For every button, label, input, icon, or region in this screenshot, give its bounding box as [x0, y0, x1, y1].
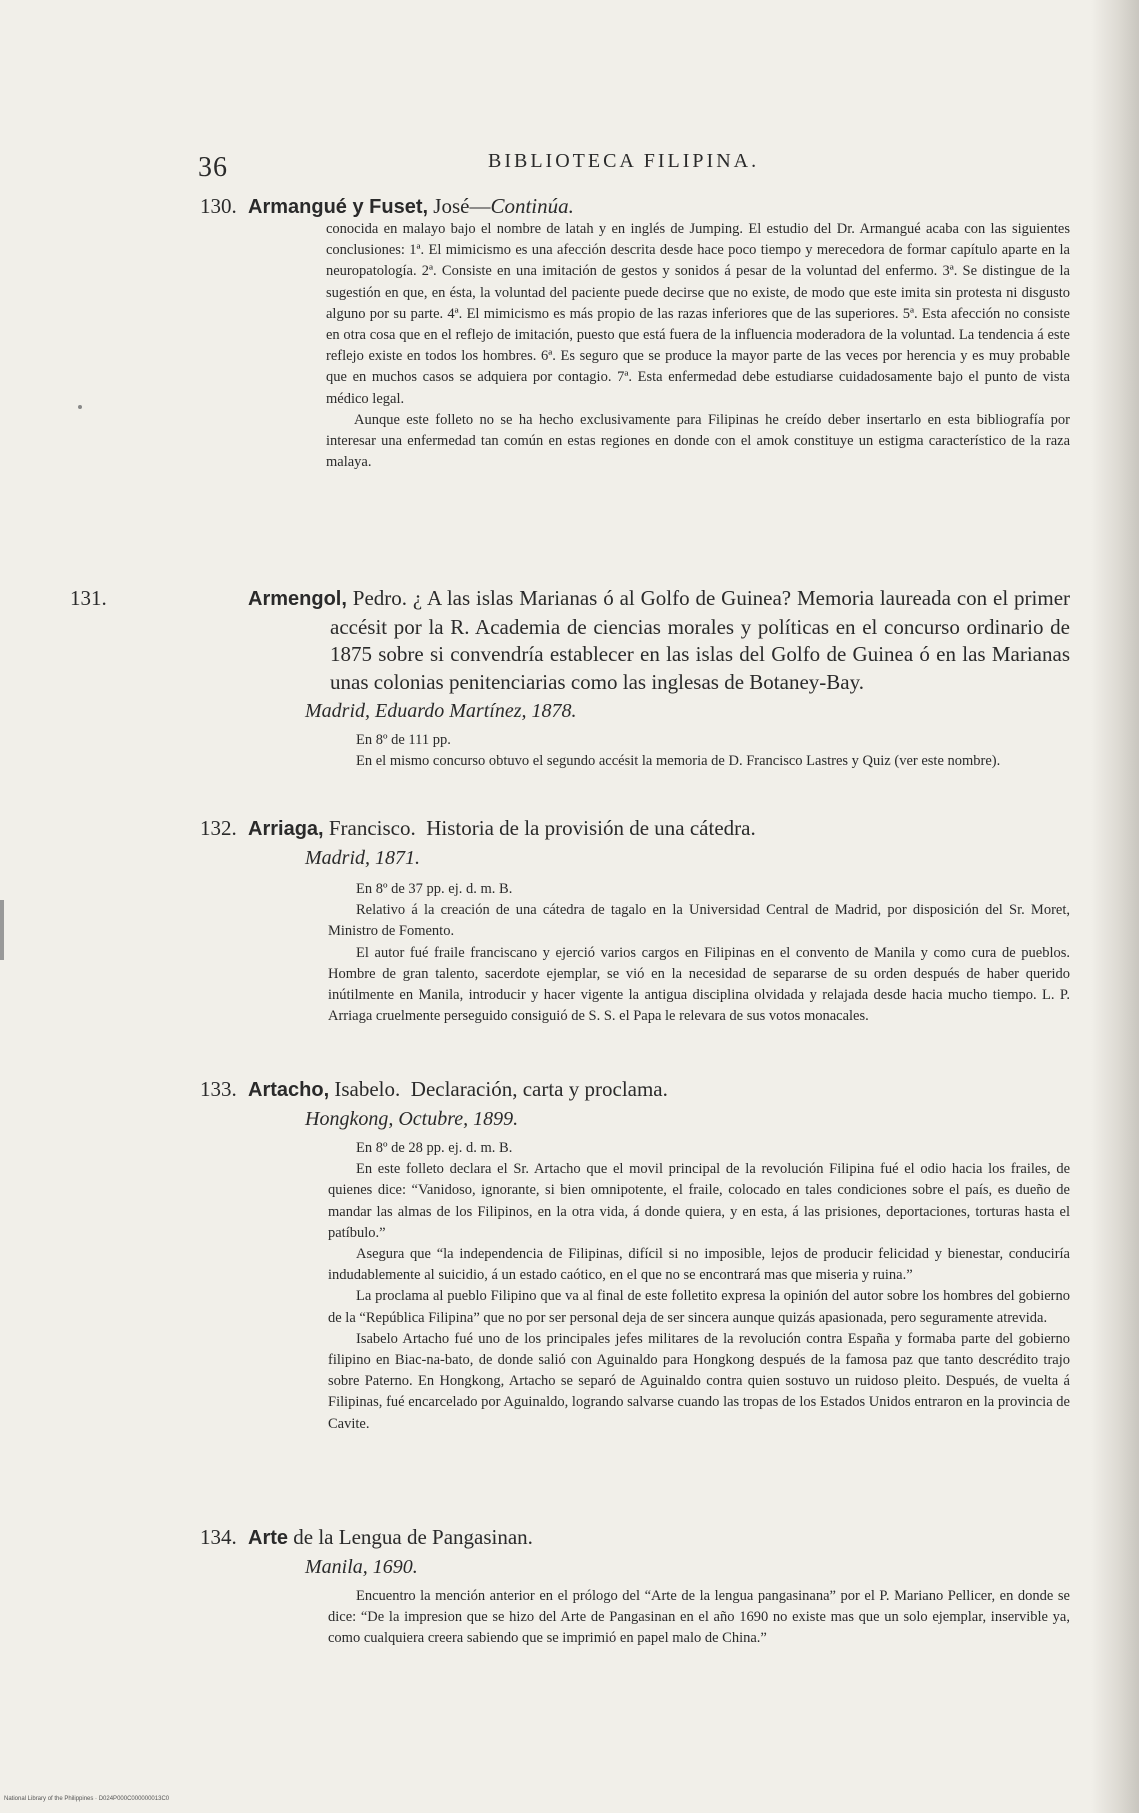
entry-head: [200, 814, 1070, 843]
entry-notes: [200, 1586, 1070, 1650]
entry-130: [200, 192, 1070, 473]
entry-author: Artacho,: [248, 1079, 330, 1101]
entry-number: 134.: [200, 1525, 237, 1549]
note-paragraph: Encuentro la mención anterior en el prólogo del “Arte de la lengua pangasinana” por el P. Mariano Pellicer, en donde se dice: “De la impresion que se hizo del Arte de Pangasinan en el año 1690 no existe mas que un solo ejemplar, inservible ya, como cualquiera creera sabiendo que se imprimió en papel malo de China.”: [328, 1588, 1070, 1647]
entry-imprint: Madrid, Eduardo Martínez, 1878.: [305, 700, 577, 722]
entry-head: [200, 1523, 1070, 1552]
entry-notes: [200, 1138, 1070, 1435]
entry-given-name: Isabelo.: [334, 1077, 401, 1101]
entry-continuation: Continúa.: [490, 194, 574, 218]
note-paragraph: En este folleto declara el Sr. Artacho que el movil principal de la revolución Filipina fué el odio hacia los frailes, de quienes dice: “Vanidoso, ignorante, si bien omnipotente, el fraile, colocado en tales condiciones sobre el país, es dueño de mandar las almas de los Filipinos, en la otra vida, á donde quiera, y en esta, á las prisiones, deportaciones, torturas hasta el patíbulo.”: [328, 1161, 1070, 1241]
entry-notes: [200, 730, 1070, 772]
note-format: En 8º de 28 pp. ej. d. m. B.: [356, 1140, 513, 1156]
entry-author: Arte: [248, 1527, 289, 1549]
entry-133: [200, 1075, 1070, 1435]
scan-mark: [0, 900, 4, 960]
entry-134: [200, 1523, 1070, 1650]
entry-head: [70, 585, 1071, 696]
entry-imprint: Manila, 1690.: [305, 1556, 418, 1578]
entry-given-name: José—: [433, 194, 491, 218]
entry-author: Armangué y Fuset,: [248, 196, 429, 218]
entry-title: de la Lengua de Pangasinan.: [293, 1525, 533, 1549]
entry-132: [200, 814, 1070, 1027]
entry-head: [200, 192, 1070, 221]
note-format: En 8º de 37 pp. ej. d. m. B.: [356, 881, 513, 897]
note-format: En 8º de 111 pp.: [356, 732, 451, 748]
note-paragraph: La proclama al pueblo Filipino que va al final de este folletito expresa la opinión del autor sobre los hombres del gobierno de la “República Filipina” que no por ser personal deja de ser sincera aunque quizás apasionada, pero seguramente atrevida.: [328, 1288, 1070, 1326]
page-edge-shadow: [1091, 0, 1139, 1813]
note-paragraph: Aunque este folleto no se ha hecho exclusivamente para Filipinas he creído deber insertarlo en esta bibliografía por interesar una enfermedad tan común en estas regiones en donde con el amok constituye un estigma característico de la raza malaya.: [326, 411, 1070, 471]
entry-notes: [200, 219, 1070, 473]
entry-number: 131.: [70, 586, 107, 610]
entry-131: [70, 585, 1071, 772]
entry-number: 130.: [200, 194, 237, 218]
entry-imprint: Madrid, 1871.: [305, 847, 420, 869]
entry-head: [200, 1075, 1070, 1104]
page-number: 36: [198, 152, 228, 183]
note-paragraph: Isabelo Artacho fué uno de los principales jefes militares de la revolución contra España y formaba parte del gobierno filipino en Biac-na-bato, de donde salió con Aguinaldo para Hongkong después de la famosa paz que tanto descrédito trajo sobre Paterno. En Hongkong, Artacho se separó de Aguinaldo contra quien sostuvo un ruidoso pleito. Después, de vuelta á Filipinas, fué encarcelado por Aguinaldo, logrando salvarse cuando las tropas de los Estados Unidos entraron en la provincia de Cavite.: [328, 1330, 1070, 1432]
entry-given-name: Francisco.: [328, 816, 416, 840]
note-paragraph: En el mismo concurso obtuvo el segundo accésit la memoria de D. Francisco Lastres y Quiz (ver este nombre).: [356, 753, 1001, 770]
entry-notes: [200, 879, 1070, 1027]
entry-number: 132.: [200, 816, 237, 840]
entry-imprint: Hongkong, Octubre, 1899.: [305, 1108, 519, 1130]
entry-title: ¿ A las islas Marianas ó al Golfo de Guinea? Memoria laureada con el primer accésit por la R. Academia de ciencias morales y políticas en el concurso ordinario de 1875 sobre si convendría establecer en las islas del Golfo de Guinea ó en las Marianas unas colonias penitenciarias como las inglesas de Botaney-Bay.: [330, 586, 1071, 694]
entry-title: Historia de la provisión de una cátedra.: [426, 816, 756, 840]
entry-author: Armengol,: [248, 588, 347, 610]
entry-given-name: Pedro.: [352, 586, 408, 610]
entry-title: Declaración, carta y proclama.: [410, 1077, 668, 1101]
note-paragraph: conocida en malayo bajo el nombre de latah y en inglés de Jumping. El estudio del Dr. Armangué acaba con las siguientes conclusiones: 1ª. El mimicismo es una afección descrita desde hace poco tiempo y merecedora de formar capítulo aparte en la neuropatología. 2ª. Consiste en una imitación de gestos y sonidos á pesar de la voluntad del enfermo. 3ª. Se distingue de la sugestión en que, en ésta, la voluntad del paciente puede decirse que no existe, de modo que este imita sin protesta ni disgusto alguno por su parte. 4ª. El mimicismo es más propio de las razas inferiores que de las superiores. 5ª. Esta afección no consiste en otra cosa que en el reflejo de imitación, puesto que está fuera de la influencia moderadora de la voluntad. La tendencia á este reflejo existe en todos los hombres. 6ª. Es seguro que se produce la mayor parte de las veces por herencia y es muy probable que en muchos casos se adquiera por contagio. 7ª. Esta enfermedad debe estudiarse cuidadosamente bajo el punto de vista médico legal.: [326, 221, 1070, 407]
scan-speck: [78, 405, 82, 409]
note-paragraph: Relativo á la creación de una cátedra de tagalo en la Universidad Central de Madrid, por disposición del Sr. Moret, Ministro de Fomento.: [328, 902, 1070, 940]
scan-footer: National Library of the Philippines · D024P000C000000013C0: [4, 1796, 170, 1802]
running-title: BIBLIOTECA FILIPINA.: [488, 150, 760, 172]
note-paragraph: Asegura que “la independencia de Filipinas, difícil si no imposible, lejos de producir felicidad y bienestar, conduciría indudablemente al suicidio, á un estado caótico, en el que no se encontrará mas que miseria y ruina.”: [328, 1246, 1070, 1284]
note-paragraph: El autor fué fraile franciscano y ejerció varios cargos en Filipinas en el convento de Manila y como cura de pueblos. Hombre de gran talento, sacerdote ejemplar, se vió en la necesidad de separarse de su orden después de haber querido inútilmente en Manila, introducir y hacer vigente la antigua disciplina olvidada y relajada desde hacia mucho tiempo. L. P. Arriaga cruelmente perseguido consiguió de S. S. el Papa le relevara de sus votos monacales.: [328, 944, 1070, 1025]
entry-number: 133.: [200, 1077, 237, 1101]
entry-author: Arriaga,: [248, 818, 324, 840]
